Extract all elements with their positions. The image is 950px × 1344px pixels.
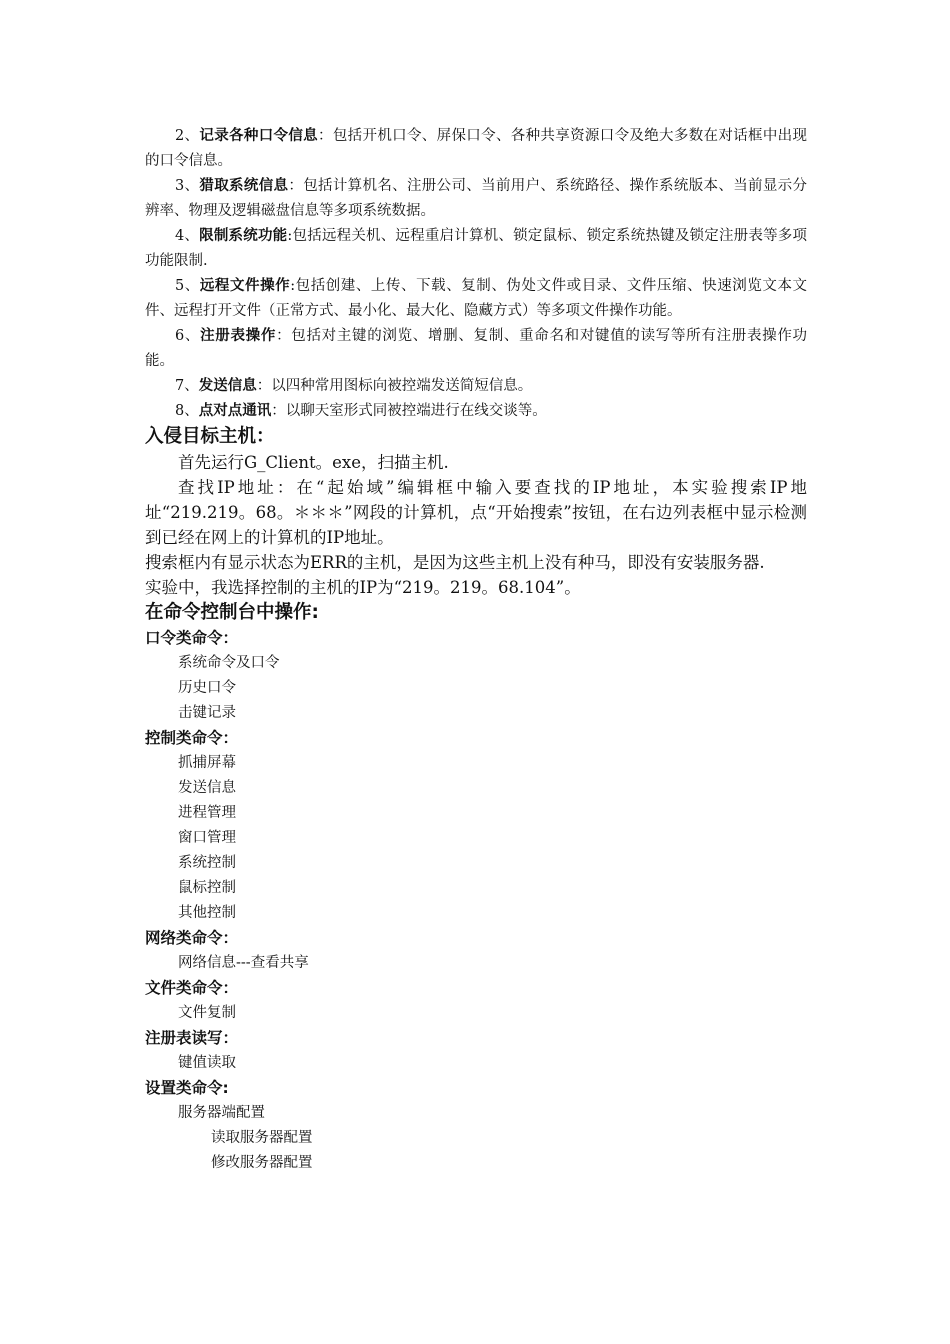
feature-list	[145, 124, 807, 424]
list-item: 进程管理	[178, 805, 236, 821]
intrusion-para-search: 查找IP地址：在“起始域”编辑框中输入要查找的IP地址，本实验搜索IP地址“219.219。68。＊＊＊”网段的计算机，点“开始搜索”按钮，在右边列表框中显示检测到已经在网上的计算机的IP地址。	[145, 478, 807, 547]
group-title-password: 口令类命令：	[145, 629, 239, 647]
list-item: 系统命令及口令	[178, 655, 280, 671]
list-item: 键值读取	[178, 1055, 236, 1071]
feature-item-3: 3、猎取系统信息：包括计算机名、注册公司、当前用户、系统路径、操作系统版本、当前显示分辨率、物理及逻辑磁盘信息等多项系统数据。	[145, 178, 808, 219]
feature-item-5: 5、远程文件操作:包括创建、上传、下载、复制、伪处文件或目录、文件压缩、快速浏览文本文件、远程打开文件（正常方式、最小化、最大化、隐藏方式）等多项文件操作功能。	[145, 278, 807, 319]
group-title-network: 网络类命令：	[145, 929, 239, 947]
group-title-settings: 设置类命令:	[145, 1079, 229, 1097]
list-item: 抓捕屏幕	[178, 755, 236, 771]
feature-item-6: 6、注册表操作：包括对主键的浏览、增删、复制、重命名和对键值的读写等所有注册表操作功能。	[145, 328, 808, 369]
intrusion-heading: 入侵目标主机：	[145, 426, 275, 447]
list-item: 鼠标控制	[178, 880, 236, 896]
list-item: 历史口令	[178, 680, 236, 696]
list-subitem: 修改服务器配置	[211, 1155, 313, 1171]
intrusion-section	[145, 424, 807, 600]
console-heading: 在命令控制台中操作:	[145, 602, 319, 623]
console-section	[145, 600, 807, 1176]
group-title-registry: 注册表读写：	[145, 1029, 239, 1047]
feature-item-4: 4、限制系统功能:包括远程关机、远程重启计算机、锁定鼠标、锁定系统热键及锁定注册表等多项功能限制.	[145, 228, 808, 269]
intrusion-para-ip: 实验中，我选择控制的主机的IP为“219。219。68.104”。	[145, 578, 581, 597]
list-item: 发送信息	[178, 780, 236, 796]
list-subitem: 读取服务器配置	[211, 1130, 313, 1146]
group-title-control: 控制类命令：	[145, 729, 239, 747]
list-item: 窗口管理	[178, 830, 236, 846]
list-item: 文件复制	[178, 1005, 236, 1021]
list-item: 击键记录	[178, 705, 236, 721]
list-item: 其他控制	[178, 905, 236, 921]
document-page	[145, 124, 807, 1176]
intrusion-para-run: 首先运行G_Client。exe，扫描主机.	[178, 453, 449, 472]
feature-item-8: 8、点对点通讯：以聊天室形式同被控端进行在线交谈等。	[175, 403, 547, 419]
feature-item-7: 7、发送信息：以四种常用图标向被控端发送简短信息。	[175, 378, 533, 394]
list-item: 网络信息---查看共享	[178, 955, 309, 971]
feature-item-2: 2、记录各种口令信息：包括开机口令、屏保口令、各种共享资源口令及绝大多数在对话框中出现的口令信息。	[145, 128, 808, 169]
intrusion-para-err: 搜索框内有显示状态为ERR的主机，是因为这些主机上没有种马，即没有安装服务器.	[145, 553, 765, 572]
list-item: 系统控制	[178, 855, 236, 871]
group-title-file: 文件类命令：	[145, 979, 239, 997]
list-item: 服务器端配置	[178, 1105, 265, 1121]
